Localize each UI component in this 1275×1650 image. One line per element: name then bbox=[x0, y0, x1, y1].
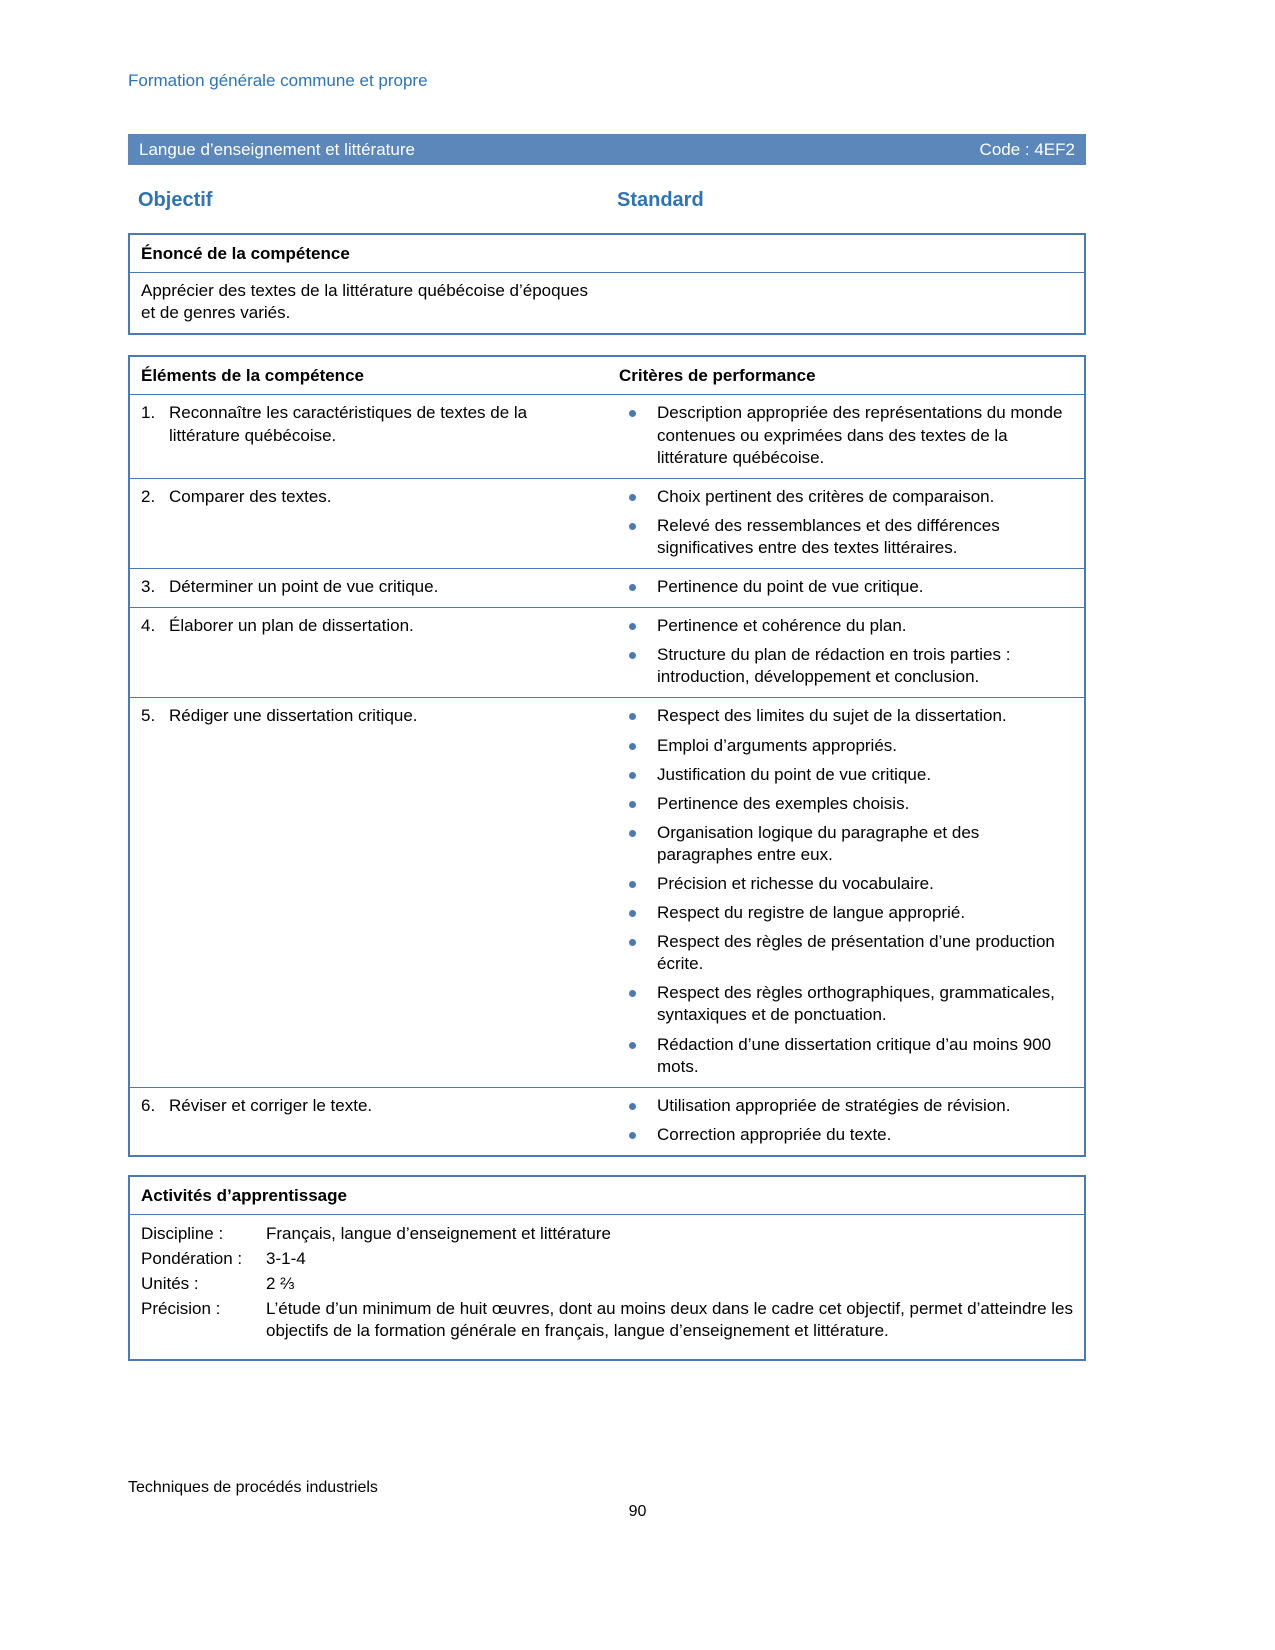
element-number: 1. bbox=[141, 403, 156, 423]
enonce-title: Énoncé de la compétence bbox=[130, 235, 1084, 273]
enonce-body: Apprécier des textes de la littérature québécoise d’époques et de genres variés. bbox=[141, 281, 589, 323]
criterion-item: Description appropriée des représentations du monde contenues ou exprimées dans des textes de la littérature québécoise. bbox=[619, 402, 1070, 468]
course-header-bar bbox=[128, 134, 1086, 165]
footer-program-name: Techniques de procédés industriels bbox=[128, 1479, 378, 1496]
criteria-list bbox=[619, 1095, 1084, 1146]
course-code: Code : 4EF2 bbox=[979, 139, 1075, 159]
element-text: Rédiger une dissertation critique. bbox=[169, 706, 418, 726]
activity-row bbox=[141, 1273, 1073, 1295]
element-number: 2. bbox=[141, 486, 156, 506]
table-row bbox=[130, 568, 1084, 607]
element-cell bbox=[130, 705, 619, 1077]
table-row bbox=[130, 697, 1084, 1086]
criterion-item: Respect des règles orthographiques, grammaticales, syntaxiques et de ponctuation. bbox=[619, 982, 1070, 1026]
criterion-item: Utilisation appropriée de stratégies de révision. bbox=[619, 1095, 1070, 1117]
competence-rows bbox=[130, 394, 1084, 1154]
activites-title: Activités d’apprentissage bbox=[130, 1177, 1084, 1215]
criteres-column-header: Critères de performance bbox=[619, 366, 816, 386]
criterion-item: Respect des règles de présentation d’une production écrite. bbox=[619, 931, 1070, 975]
element-number: 5. bbox=[141, 706, 156, 726]
document-category-label: Formation générale commune et propre bbox=[128, 71, 428, 90]
activites-box bbox=[128, 1175, 1086, 1362]
criterion-item: Emploi d’arguments appropriés. bbox=[619, 735, 1070, 757]
criterion-item: Respect du registre de langue approprié. bbox=[619, 902, 1070, 924]
criterion-item: Correction appropriée du texte. bbox=[619, 1124, 1070, 1146]
criteria-list bbox=[619, 705, 1084, 1077]
criterion-item: Pertinence des exemples choisis. bbox=[619, 793, 1070, 815]
element-text: Réviser et corriger le texte. bbox=[169, 1095, 373, 1115]
criteria-list bbox=[619, 402, 1084, 468]
page-content bbox=[128, 70, 1086, 1361]
activity-value: Français, langue d’enseignement et littérature bbox=[266, 1224, 611, 1243]
activity-value: 3-1-4 bbox=[266, 1249, 306, 1269]
element-cell bbox=[130, 615, 619, 688]
criterion-item: Relevé des ressemblances et des différences significatives entre des textes littéraires. bbox=[619, 515, 1070, 559]
criteria-list bbox=[619, 615, 1084, 688]
element-number: 4. bbox=[141, 616, 156, 636]
activity-label: Pondération : bbox=[141, 1249, 243, 1269]
criterion-item: Rédaction d’une dissertation critique d’au moins 900 mots. bbox=[619, 1034, 1070, 1078]
activity-label: Unités : bbox=[141, 1274, 199, 1294]
activity-row bbox=[141, 1223, 1073, 1245]
activites-rows bbox=[130, 1215, 1084, 1359]
objectif-heading: Objectif bbox=[138, 189, 213, 212]
criterion-item: Choix pertinent des critères de comparaison. bbox=[619, 486, 1070, 508]
element-text: Reconnaître les caractéristiques de textes de la littérature québécoise. bbox=[169, 403, 528, 445]
activity-label: Précision : bbox=[141, 1299, 221, 1319]
element-text: Comparer des textes. bbox=[169, 486, 332, 506]
criterion-item: Pertinence et cohérence du plan. bbox=[619, 615, 1070, 637]
table-row bbox=[130, 478, 1084, 568]
elements-column-header: Éléments de la compétence bbox=[141, 366, 364, 386]
element-text: Élaborer un plan de dissertation. bbox=[169, 616, 414, 636]
competence-table-header bbox=[130, 357, 1084, 394]
element-cell bbox=[130, 576, 619, 598]
table-row bbox=[130, 1087, 1084, 1155]
competence-table bbox=[128, 355, 1086, 1157]
element-cell bbox=[130, 402, 619, 468]
activity-value: L’étude d’un minimum de huit œuvres, dont au moins deux dans le cadre cet objectif, permet d’atteindre les objectifs de la formation générale en français, langue d’enseignement et littérature. bbox=[266, 1299, 1073, 1341]
standard-heading: Standard bbox=[617, 189, 704, 212]
element-cell bbox=[130, 486, 619, 559]
criterion-item: Organisation logique du paragraphe et des paragraphes entre eux. bbox=[619, 822, 1070, 866]
criterion-item: Précision et richesse du vocabulaire. bbox=[619, 873, 1070, 895]
table-row bbox=[130, 607, 1084, 697]
criterion-item: Structure du plan de rédaction en trois parties : introduction, développement et conclusion. bbox=[619, 644, 1070, 688]
activity-value: 2 ⅔ bbox=[266, 1274, 295, 1294]
element-number: 3. bbox=[141, 577, 156, 597]
table-row bbox=[130, 394, 1084, 477]
course-title: Langue d’enseignement et littérature bbox=[139, 139, 415, 159]
criteria-list bbox=[619, 576, 1084, 598]
element-cell bbox=[130, 1095, 619, 1146]
enonce-box bbox=[128, 233, 1086, 335]
criterion-item: Pertinence du point de vue critique. bbox=[619, 576, 1070, 598]
criterion-item: Respect des limites du sujet de la dissertation. bbox=[619, 705, 1070, 727]
element-number: 6. bbox=[141, 1095, 156, 1115]
criteria-list bbox=[619, 486, 1084, 559]
activity-label: Discipline : bbox=[141, 1224, 224, 1243]
activity-row bbox=[141, 1248, 1073, 1270]
page-number: 90 bbox=[628, 1503, 647, 1520]
criterion-item: Justification du point de vue critique. bbox=[619, 764, 1070, 786]
section-headings bbox=[128, 187, 1086, 213]
element-text: Déterminer un point de vue critique. bbox=[169, 577, 439, 597]
activity-row bbox=[141, 1298, 1073, 1342]
